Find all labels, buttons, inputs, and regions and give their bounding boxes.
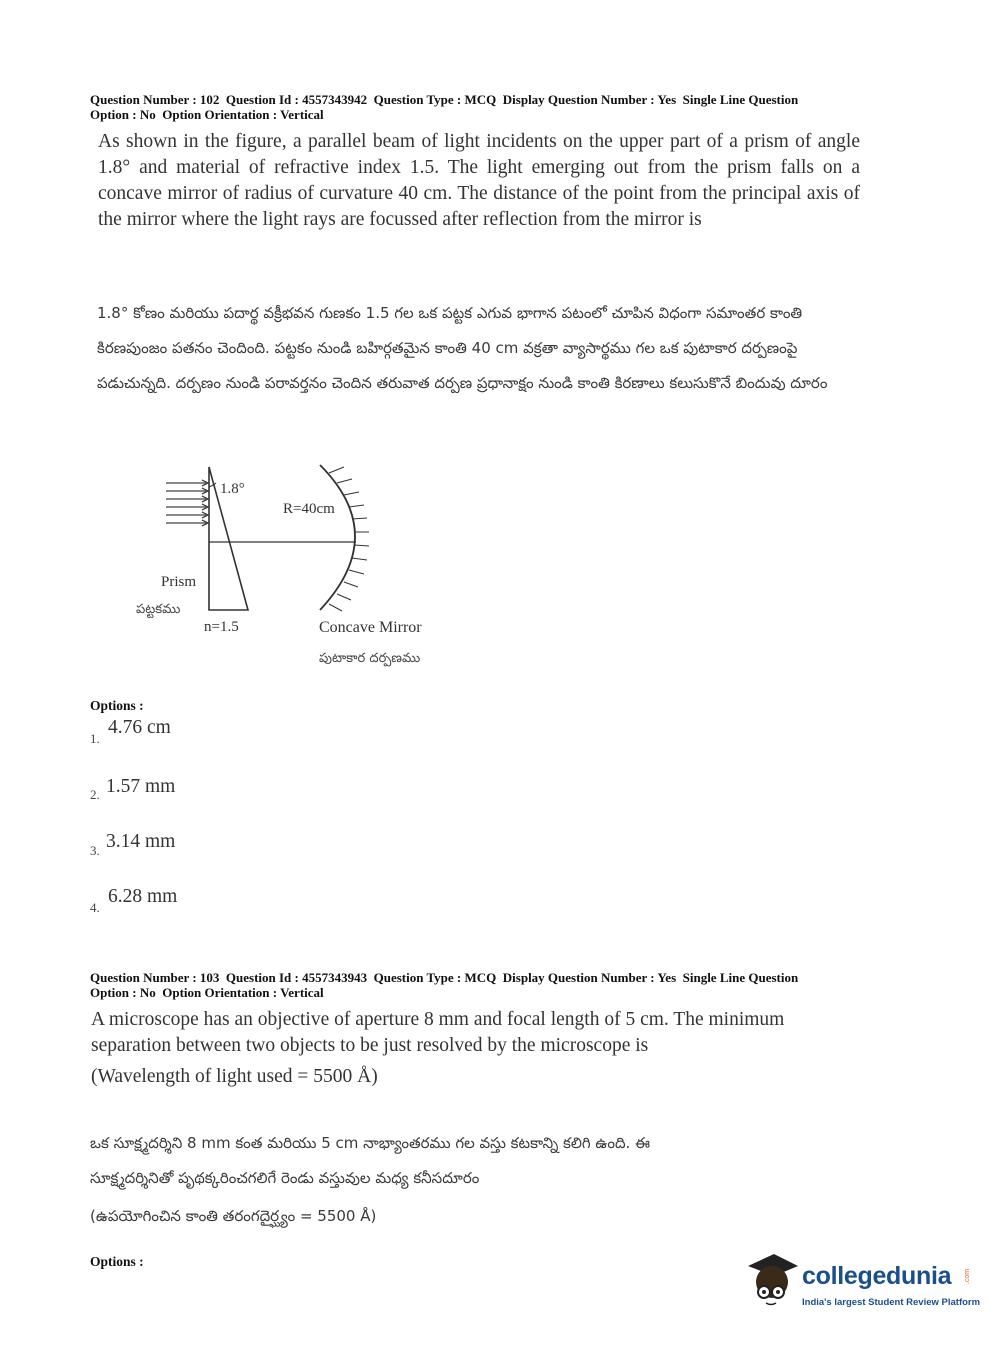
q103-options-heading: Options : [90,1254,144,1269]
mirror-hatching [329,467,369,611]
q103-meta-line2: Option : No Option Orientation : Vertical [90,985,324,1000]
q103-english-line2: separation between two objects to be just resolved by the microscope is [91,1035,649,1056]
option-2-value: 1.57 mm [106,776,176,797]
fig-n-label: n=1.5 [204,619,239,635]
brand-tagline: India's largest Student Review Platform [802,1297,981,1308]
q102-options-heading: Options : [90,698,144,713]
q103-telugu-line2: సూక్ష్మదర్శినితో పృథక్కరించగలిగే రెండు వస్తువుల మధ్య కనీసదూరం [90,1169,480,1187]
option-1-value: 4.76 cm [108,717,171,738]
option-3-number: 3. [90,843,100,858]
prism-mirror-figure [130,455,470,675]
option-1-number: 1. [90,731,100,746]
q103-telugu-line3: (ఉపయోగించిన కాంతి తరంగదైర్ఘ్యం = 5500 Å) [90,1207,377,1225]
fig-mirror-label: Concave Mirror [319,619,422,636]
q102-english-text: As shown in the figure, a parallel beam of light incidents on the upper part of a prism of angle 1.8° and material of refractive index 1.5. The light emerging out from the prism falls on a concave mirror of radius of curvature 40 cm. The distance of the point from the principal axis of the mirror where the light rays are focussed after reflection from the mirror is [98,131,860,230]
fig-mirror-label-telugu: పుటాకార దర్పణము [319,651,421,666]
fig-prism-label-telugu: పట్టకము [136,602,181,617]
incident-rays [166,480,208,526]
q102-telugu-text: 1.8° కోణం మరియు పదార్థ వక్రీభవన గుణకం 1.5 గల ఒక పట్టక ఎగువ భాగాన పటంలో చూపిన విధంగా సమాంతర కాంతి కిరణపుంజం పతనం చెందింది. పట్టకం నుండి బహిర్గతమైన కాంతి 40 cm వక్రతా వ్యాసార్థము గల ఒక పుటాకార దర్పణంపై పడుచున్నది. దర్పణం నుండి పరావర్తనం చెందిన తరువాత దర్పణ ప్రధానాక్షం నుండి కాంతి కిరణాలు కలుసుకొనే బిందువు దూరం [97,304,828,392]
mascot-icon [740,1248,802,1310]
fig-angle-label: 1.8° [220,481,245,497]
option-4-number: 4. [90,900,100,915]
collegedunia-watermark [740,1246,981,1316]
option-3-value: 3.14 mm [106,831,176,852]
concave-mirror [320,465,355,610]
fig-prism-label: Prism [161,574,197,590]
brand-suffix: .com [964,1268,972,1285]
option-4-value: 6.28 mm [108,886,178,907]
q103-english-line1: A microscope has an objective of aperture 8 mm and focal length of 5 cm. The minimum [91,1009,785,1030]
option-2-number: 2. [90,787,100,802]
brand-name: collegedunia [802,1262,952,1290]
q103-telugu-line1: ఒక సూక్ష్మదర్శిని 8 mm కంత మరియు 5 cm నాభ్యాంతరము గల వస్తు కటకాన్ని కలిగి ఉంది. ఈ [90,1134,650,1152]
q103-meta-line1: Question Number : 103 Question Id : 4557343943 Question Type : MCQ Display Question Number : Yes Single Line Question [90,970,799,985]
q103-english-line3: (Wavelength of light used = 5500 Å) [91,1066,378,1087]
q102-meta-line1: Question Number : 102 Question Id : 4557343942 Question Type : MCQ Display Question Number : Yes Single Line Question [90,92,799,107]
fig-radius-label: R=40cm [283,501,335,517]
q102-meta-line2: Option : No Option Orientation : Vertical [90,107,324,122]
